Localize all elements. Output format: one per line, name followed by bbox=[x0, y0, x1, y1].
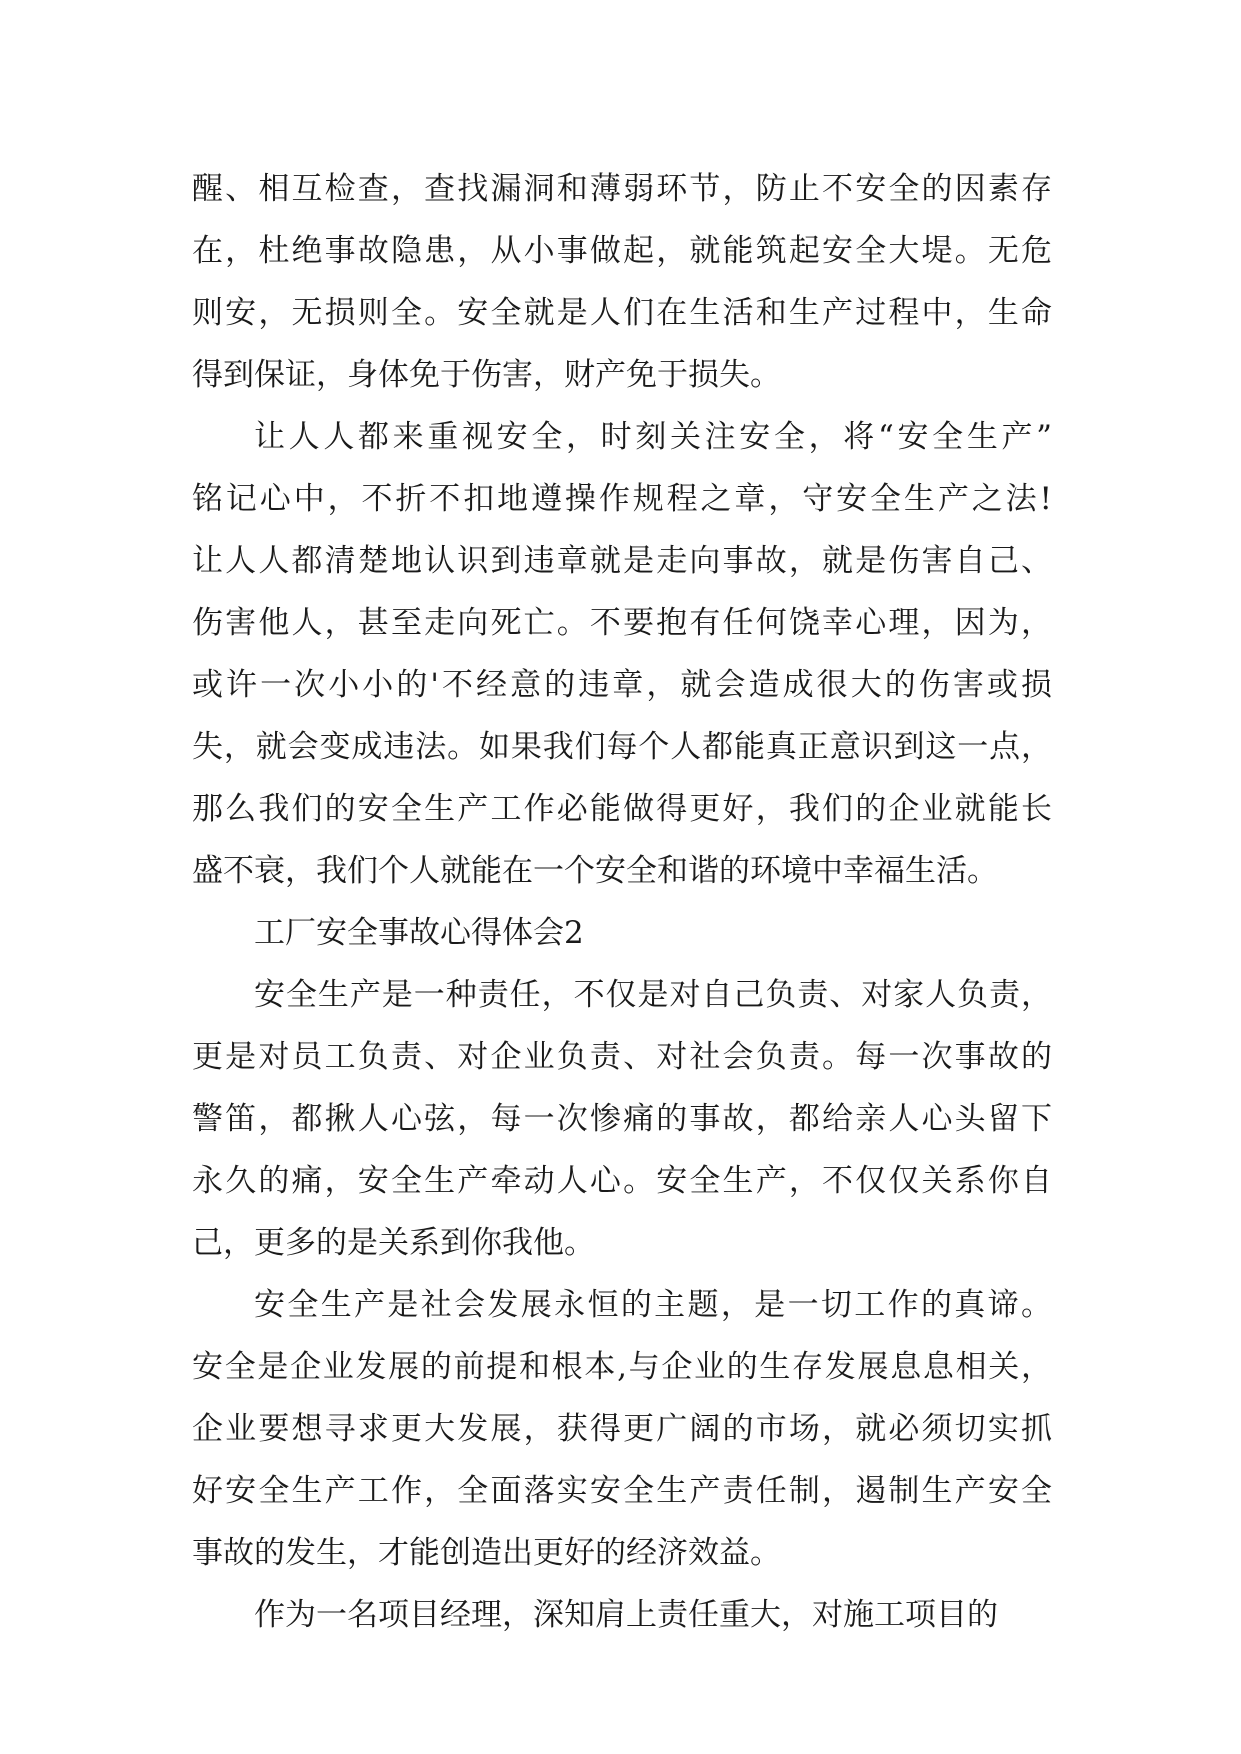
text-line: 或许一次小小的'不经意的违章，就会造成很大的伤害或损 bbox=[192, 667, 1052, 703]
text-line: 更是对员工负责、对企业负责、对社会负责。每一次事故的 bbox=[192, 1039, 1052, 1075]
text-line: 醒、相互检查，查找漏洞和薄弱环节，防止不安全的因素存 bbox=[192, 171, 1052, 207]
text-line: 企业要想寻求更大发展，获得更广阔的市场，就必须切实抓 bbox=[192, 1411, 1052, 1447]
text-line: 伤害他人，甚至走向死亡。不要抱有任何饶幸心理，因为， bbox=[192, 605, 1052, 641]
text-line: 盛不衰，我们个人就能在一个安全和谐的环境中幸福生活。 bbox=[192, 853, 998, 889]
paragraph bbox=[192, 158, 1052, 406]
text-line: 作为一名项目经理，深知肩上责任重大，对施工项目的 bbox=[254, 1597, 998, 1633]
text-line: 安全是企业发展的前提和根本,与企业的生存发展息息相关， bbox=[192, 1349, 1052, 1385]
text-line: 工厂安全事故心得体会2 bbox=[254, 915, 584, 951]
paragraph bbox=[192, 902, 1052, 964]
text-line: 铭记心中，不折不扣地遵操作规程之章，守安全生产之法! bbox=[192, 481, 1052, 517]
text-line: 安全生产是一种责任，不仅是对自己负责、对家人负责， bbox=[254, 977, 1052, 1013]
text-line: 让人人都来重视安全，时刻关注安全，将“安全生产” bbox=[254, 419, 1052, 455]
text-line: 那么我们的安全生产工作必能做得更好，我们的企业就能长 bbox=[192, 791, 1052, 827]
text-line: 则安，无损则全。安全就是人们在生活和生产过程中，生命 bbox=[192, 295, 1052, 331]
text-line: 好安全生产工作，全面落实安全生产责任制，遏制生产安全 bbox=[192, 1473, 1052, 1509]
paragraph bbox=[192, 1274, 1052, 1584]
text-line: 让人人都清楚地认识到违章就是走向事故，就是伤害自己、 bbox=[192, 543, 1052, 579]
document-body bbox=[192, 158, 1052, 1646]
text-line: 失，就会变成违法。如果我们每个人都能真正意识到这一点， bbox=[192, 729, 1052, 765]
text-line: 警笛，都揪人心弦，每一次惨痛的事故，都给亲人心头留下 bbox=[192, 1101, 1052, 1137]
paragraph bbox=[192, 964, 1052, 1274]
paragraph bbox=[192, 1584, 1052, 1646]
text-line: 永久的痛，安全生产牵动人心。安全生产，不仅仅关系你自 bbox=[192, 1163, 1052, 1199]
text-line: 事故的发生，才能创造出更好的经济效益。 bbox=[192, 1535, 781, 1571]
text-line: 安全生产是社会发展永恒的主题，是一切工作的真谛。 bbox=[254, 1287, 1052, 1323]
text-line: 在，杜绝事故隐患，从小事做起，就能筑起安全大堤。无危 bbox=[192, 233, 1052, 269]
text-line: 己，更多的是关系到你我他。 bbox=[192, 1225, 595, 1261]
text-line: 得到保证，身体免于伤害，财产免于损失。 bbox=[192, 357, 781, 393]
paragraph bbox=[192, 406, 1052, 902]
